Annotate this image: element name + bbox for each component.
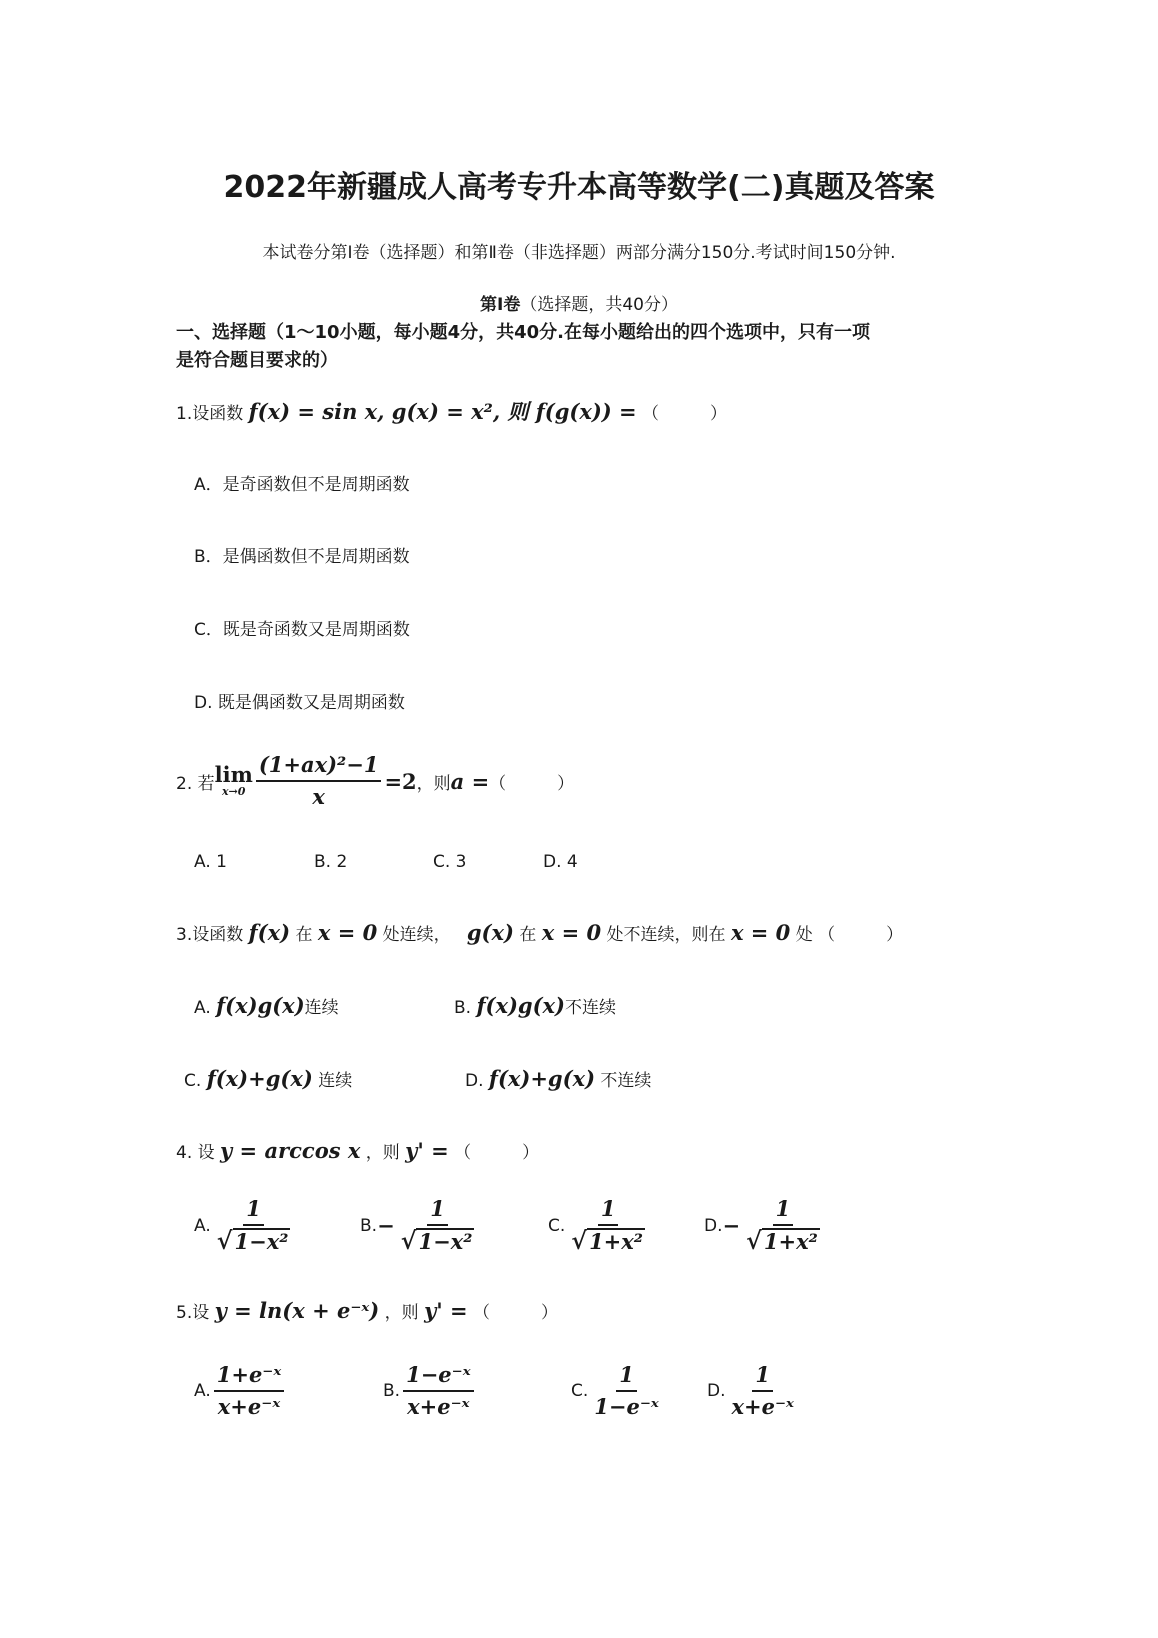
part-desc: （选择题，共40分） xyxy=(520,295,678,315)
q4-option-d-num: 1 xyxy=(773,1196,794,1226)
q5-option-d-den: x+e⁻ˣ xyxy=(731,1394,794,1419)
q3-f: f(x) xyxy=(248,920,291,945)
q3-option-b xyxy=(454,993,616,1018)
q4-expression: y = arccos x xyxy=(220,1138,361,1163)
q4-prefix: 4. 设 xyxy=(176,1143,215,1163)
q3-option-a-expr: f(x)g(x) xyxy=(216,993,305,1018)
part-heading xyxy=(0,290,1158,315)
q1-option-c: C．既是奇函数又是周期函数 xyxy=(194,620,410,640)
q5-option-c-num: 1 xyxy=(616,1362,637,1392)
q3-answer-paren: （ ） xyxy=(818,925,904,945)
q5-option-c xyxy=(571,1362,665,1420)
q3-option-a-text: 连续 xyxy=(304,998,339,1018)
q2-option-a: A. 1 xyxy=(194,852,227,872)
q4-option-a-num: 1 xyxy=(243,1196,264,1226)
q4-option-a: A. 1 √ 1−x² xyxy=(194,1196,289,1255)
question-4 xyxy=(176,1138,539,1163)
q3-t4: 在 xyxy=(519,925,537,945)
section-heading-line2: 是符合题目要求的） xyxy=(176,350,338,371)
q3-option-a xyxy=(194,993,339,1018)
q5-answer-paren: （ ） xyxy=(473,1303,559,1323)
q2-numerator: (1+ax)²−1 xyxy=(256,752,382,782)
q3-g: g(x) xyxy=(466,920,514,945)
q4-option-a-den: 1−x² xyxy=(234,1229,289,1254)
q5-option-a-den: x+e⁻ˣ xyxy=(217,1394,281,1419)
q3-t2: 在 xyxy=(295,925,313,945)
q1-option-b: B．是偶函数但不是周期函数 xyxy=(194,547,410,567)
q1-option-d: D. 既是偶函数又是周期函数 xyxy=(194,693,405,713)
q5-option-d-label: D. xyxy=(707,1381,726,1401)
q2-rhs: =2 xyxy=(384,768,417,794)
q3-x0b: x = 0 xyxy=(541,920,602,945)
q3-option-c-label: C. xyxy=(184,1071,202,1091)
q5-option-a xyxy=(194,1362,287,1420)
q5-option-d xyxy=(707,1362,800,1420)
q3-option-d-text: 不连续 xyxy=(600,1071,652,1091)
q2-mid: ，则 xyxy=(416,773,451,794)
q3-option-b-text: 不连续 xyxy=(565,998,616,1018)
q2-option-b: B. 2 xyxy=(314,852,348,872)
q4-option-c-num: 1 xyxy=(598,1196,619,1226)
q5-option-b-label: B. xyxy=(383,1381,401,1401)
question-3 xyxy=(176,920,903,945)
q5-option-a-label: A. xyxy=(194,1381,211,1401)
q3-option-a-label: A. xyxy=(194,998,211,1018)
q3-option-d-expr: f(x)+g(x) xyxy=(488,1066,596,1091)
q1-expression: f(x) = sin x, g(x) = x², 则 f(g(x)) = xyxy=(248,399,637,424)
q2-fraction xyxy=(256,752,382,810)
question-1 xyxy=(176,396,727,426)
q4-option-c-label: C. xyxy=(548,1215,566,1236)
q5-option-c-den: 1−e⁻ˣ xyxy=(594,1394,659,1419)
q5-option-a-num: 1+e⁻ˣ xyxy=(214,1362,285,1392)
q3-t6: 处 xyxy=(795,925,813,945)
q4-lhs: y' = xyxy=(405,1138,449,1163)
q4-option-c-den: 1+x² xyxy=(589,1229,643,1254)
q4-mid: ，则 xyxy=(365,1143,400,1163)
q2-option-d: D. 4 xyxy=(543,852,578,872)
q1-answer-paren: （ ） xyxy=(642,404,728,424)
q1-prefix: 1.设函数 xyxy=(176,404,244,424)
q3-option-d-label: D. xyxy=(465,1071,484,1091)
section-heading-line1: 一、选择题（1～10小题，每小题4分，共40分.在每小题给出的四个选项中，只有一项 xyxy=(176,322,870,343)
q1-option-a: A．是奇函数但不是周期函数 xyxy=(194,475,410,495)
q3-x0a: x = 0 xyxy=(317,920,378,945)
q5-option-d-num: 1 xyxy=(752,1362,773,1392)
q3-x0c: x = 0 xyxy=(730,920,791,945)
q3-option-b-label: B. xyxy=(454,998,472,1018)
q5-mid: ，则 xyxy=(384,1303,419,1323)
q4-option-d: D. − 1 √ 1+x² xyxy=(704,1196,818,1255)
q4-answer-paren: （ ） xyxy=(454,1143,540,1163)
q2-denominator: x xyxy=(312,784,325,809)
q3-t5: 处不连续，则在 xyxy=(606,925,726,945)
q2-prefix: 2. 若 xyxy=(176,773,215,794)
q3-t1: 3.设函数 xyxy=(176,925,244,945)
question-5 xyxy=(176,1298,558,1323)
q3-option-b-expr: f(x)g(x) xyxy=(476,993,565,1018)
q5-option-c-label: C. xyxy=(571,1381,589,1401)
q5-option-b xyxy=(383,1362,477,1420)
q5-option-b-num: 1−e⁻ˣ xyxy=(403,1362,474,1392)
q4-option-b-sign: − xyxy=(377,1213,395,1238)
q2-option-c: C. 3 xyxy=(433,852,467,872)
q3-option-c-expr: f(x)+g(x) xyxy=(206,1066,313,1091)
q2-var: a = xyxy=(450,768,490,794)
q2-lim-text: lim xyxy=(214,762,253,787)
q4-option-d-den: 1+x² xyxy=(763,1229,818,1254)
q5-option-b-den: x+e⁻ˣ xyxy=(407,1394,470,1419)
q4-option-b: B. − 1 √ 1−x² xyxy=(360,1196,473,1255)
exam-instructions: 本试卷分第Ⅰ卷（选择题）和第Ⅱ卷（非选择题）两部分满分150分.考试时间150分钟. xyxy=(262,243,896,263)
q5-expression: y = ln(x + e⁻ˣ) xyxy=(214,1298,380,1323)
q2-answer-paren: （ ） xyxy=(489,773,575,794)
part-label: 第Ⅰ卷 xyxy=(480,295,521,315)
q3-option-c-text: 连续 xyxy=(318,1071,353,1091)
q2-lim-sub: x→0 xyxy=(222,785,246,798)
q4-option-a-label: A. xyxy=(194,1215,211,1236)
q4-option-d-label: D. xyxy=(704,1215,723,1236)
q3-t3: 处连续， xyxy=(382,925,451,945)
q5-lhs: y' = xyxy=(424,1298,468,1323)
q2-limit xyxy=(215,764,253,798)
q4-option-c: C. 1 √ 1+x² xyxy=(548,1196,643,1255)
question-2 xyxy=(176,752,574,810)
q3-option-c xyxy=(184,1066,352,1091)
q4-option-b-label: B. xyxy=(360,1215,378,1236)
q4-option-b-den: 1−x² xyxy=(418,1229,473,1254)
q4-option-d-sign: − xyxy=(722,1213,741,1238)
q5-prefix: 5.设 xyxy=(176,1303,210,1323)
q3-option-d xyxy=(465,1066,651,1091)
q4-option-b-num: 1 xyxy=(427,1196,448,1226)
page-title: 2022年新疆成人高考专升本高等数学(二)真题及答案 xyxy=(223,170,935,205)
